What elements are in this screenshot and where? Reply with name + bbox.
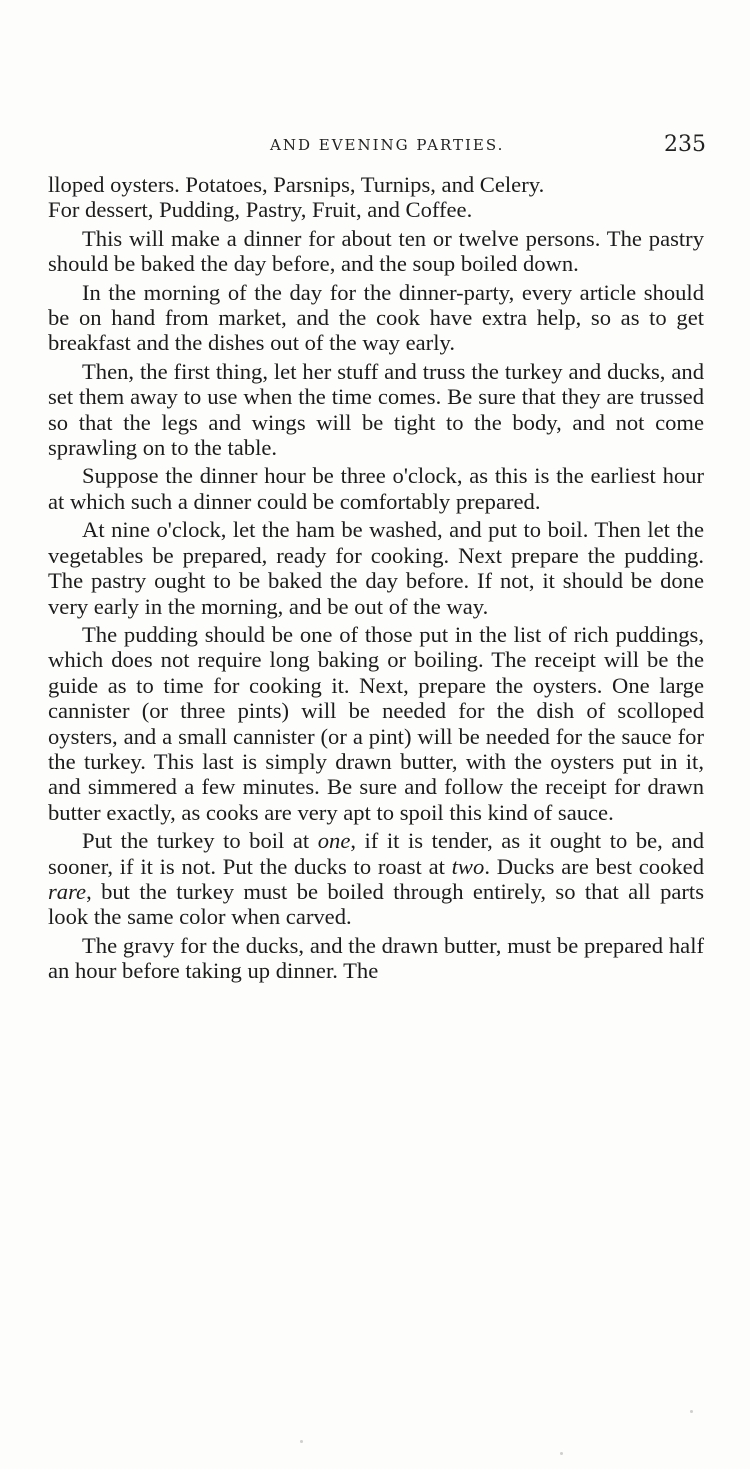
paragraph-turkey [48,828,704,930]
paragraph-truss: Then, the first thing, let her stuff and truss the turkey and ducks, and set them away to use when the time comes. Be sure that they are trussed so that the legs and wings will be tight to the body, and not come sprawling on to the table. [48,358,704,461]
paragraph-menu-continuation: lloped oysters. Potatoes, Parsnips, Turnips, and Celery. For dessert, Pudding, Pastry, Fruit, and Coffee. [48,172,545,223]
turkey-text-1: Put the turkey to boil at [82,828,318,854]
paragraph-pudding: The pudding should be one of those put in the list of rich puddings, which does not require long baking or boiling. The receipt will be the guide as to time for cooking it. Next, prepare the oysters. One large cannister (or three pints) will be needed for the dish of scolloped oysters, and a small cannister (or a pint) will be needed for the sauce for the turkey. This last is simply drawn butter, with the oysters put in it, and simmered a few minutes. Be sure and follow the receipt for drawn butter exactly, as cooks are very apt to spoil this kind of sauce. [48,621,704,825]
turkey-em-one: one [317,828,351,854]
turkey-em-rare: rare [48,878,87,904]
paragraph-morning: In the morning of the day for the dinner-party, every article should be on hand from market, and the cook have extra help, so as to get breakfast and the dishes out of the way early. [48,279,704,356]
turkey-em-two: two [451,853,485,879]
paper-speck [560,1452,563,1455]
paragraph-nine-oclock: At nine o'clock, let the ham be washed, and put to boil. Then let the vegetables be prepared, ready for cooking. Next prepare the pudding. The pastry ought to be baked the day before. If not, it should be done very early in the morning, and be out of the way. [48,517,704,619]
turkey-text-2: , if it is tender, as it ought to be, and sooner, if it is not. Put the ducks to roast at [48,828,704,879]
page-number: 235 [664,132,706,157]
page-body [48,172,704,987]
turkey-text-4: , but the turkey must be boiled through entirely, so that all parts look the same color when carved. [48,878,704,930]
paragraph-dinner-size: This will make a dinner for about ten or twelve persons. The pastry should be baked the day before, and the soup boiled down. [48,225,704,277]
page-header [0,128,750,168]
paper-speck [300,1440,303,1443]
running-head: AND EVENING PARTIES. [270,136,505,154]
paragraph-gravy: The gravy for the ducks, and the drawn butter, must be prepared half an hour before taking up dinner. The [48,932,704,984]
paper-speck [690,1410,693,1413]
turkey-text-3: . Ducks are best cooked [484,853,704,879]
paragraph-dinner-hour: Suppose the dinner hour be three o'clock, as this is the earliest hour at which such a dinner could be comfortably prepared. [48,463,704,514]
